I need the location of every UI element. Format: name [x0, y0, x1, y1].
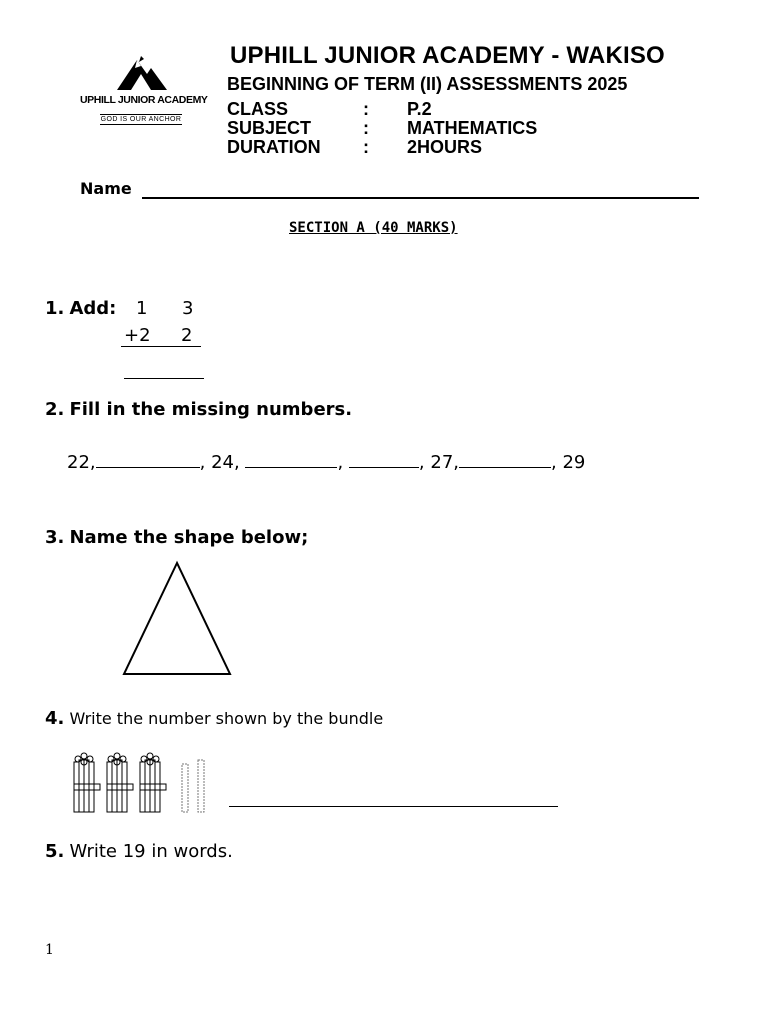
- info-value: P.2: [407, 99, 432, 119]
- mountain-logo-icon: [111, 52, 171, 92]
- sum-rule: [121, 346, 201, 347]
- question-text: Write 19 in words.: [69, 841, 233, 862]
- logo-school-name: UPHILL JUNIOR ACADEMY: [80, 94, 208, 106]
- sequence-number: 22,: [67, 452, 96, 473]
- blank-1[interactable]: [96, 451, 200, 468]
- sequence-number: ,: [337, 452, 344, 473]
- addend-ones: 2: [181, 325, 193, 346]
- question-text: Write the number shown by the bundle: [69, 709, 384, 728]
- number-sequence: [67, 451, 585, 473]
- blank-4[interactable]: [459, 451, 551, 468]
- bundle-of-ten-icon: [107, 753, 133, 812]
- question-2: [45, 399, 352, 420]
- sequence-number: , 24,: [199, 452, 240, 473]
- info-label: DURATION: [227, 137, 321, 157]
- question-number: 4.: [45, 708, 65, 729]
- bundle-of-ten-icon: [74, 753, 100, 812]
- logo-motto: GOD IS OUR ANCHOR: [100, 116, 182, 123]
- question-number: 3.: [45, 527, 65, 548]
- addition-row-2: [124, 325, 192, 346]
- sequence-number: , 29: [551, 452, 586, 473]
- info-label: CLASS: [227, 99, 289, 119]
- info-value: MATHEMATICS: [407, 118, 538, 138]
- blank-3[interactable]: [349, 451, 419, 468]
- section-title: SECTION A (40 MARKS): [289, 220, 458, 236]
- answer-line[interactable]: [124, 378, 204, 379]
- exam-title: BEGINNING OF TERM (II) ASSESSMENTS 2025: [227, 74, 628, 94]
- question-1: [45, 298, 116, 319]
- info-row-subject: [227, 118, 537, 138]
- answer-line[interactable]: [229, 806, 558, 807]
- addition-row-1: [136, 298, 193, 319]
- addend-ones: 3: [182, 298, 194, 319]
- question-number: 2.: [45, 399, 65, 420]
- info-sep: :: [363, 99, 369, 119]
- triangle-shape: [120, 560, 236, 680]
- question-text: Fill in the missing numbers.: [69, 399, 353, 420]
- info-row-duration: [227, 137, 482, 157]
- info-row-class: [227, 99, 432, 119]
- question-number: 5.: [45, 841, 65, 862]
- name-answer-line[interactable]: [142, 197, 699, 199]
- loose-stick-icon: [182, 760, 204, 812]
- question-text: Add:: [69, 298, 117, 319]
- blank-2[interactable]: [245, 451, 337, 468]
- name-label: Name: [80, 179, 132, 198]
- stick-bundles-illustration: [70, 752, 220, 818]
- addend-tens: +2: [124, 325, 151, 346]
- question-4: [45, 708, 383, 729]
- bundle-of-ten-icon: [140, 753, 166, 812]
- page-number: 1: [45, 942, 54, 958]
- question-3: [45, 527, 308, 548]
- question-text: Name the shape below;: [69, 527, 309, 548]
- addend-tens: 1: [136, 298, 148, 319]
- info-label: SUBJECT: [227, 118, 312, 138]
- sequence-number: , 27,: [418, 452, 459, 473]
- question-number: 1.: [45, 298, 65, 319]
- question-5: [45, 841, 233, 862]
- school-name: UPHILL JUNIOR ACADEMY - WAKISO: [230, 42, 665, 69]
- info-sep: :: [363, 118, 369, 138]
- info-sep: :: [363, 137, 369, 157]
- info-value: 2HOURS: [407, 137, 483, 157]
